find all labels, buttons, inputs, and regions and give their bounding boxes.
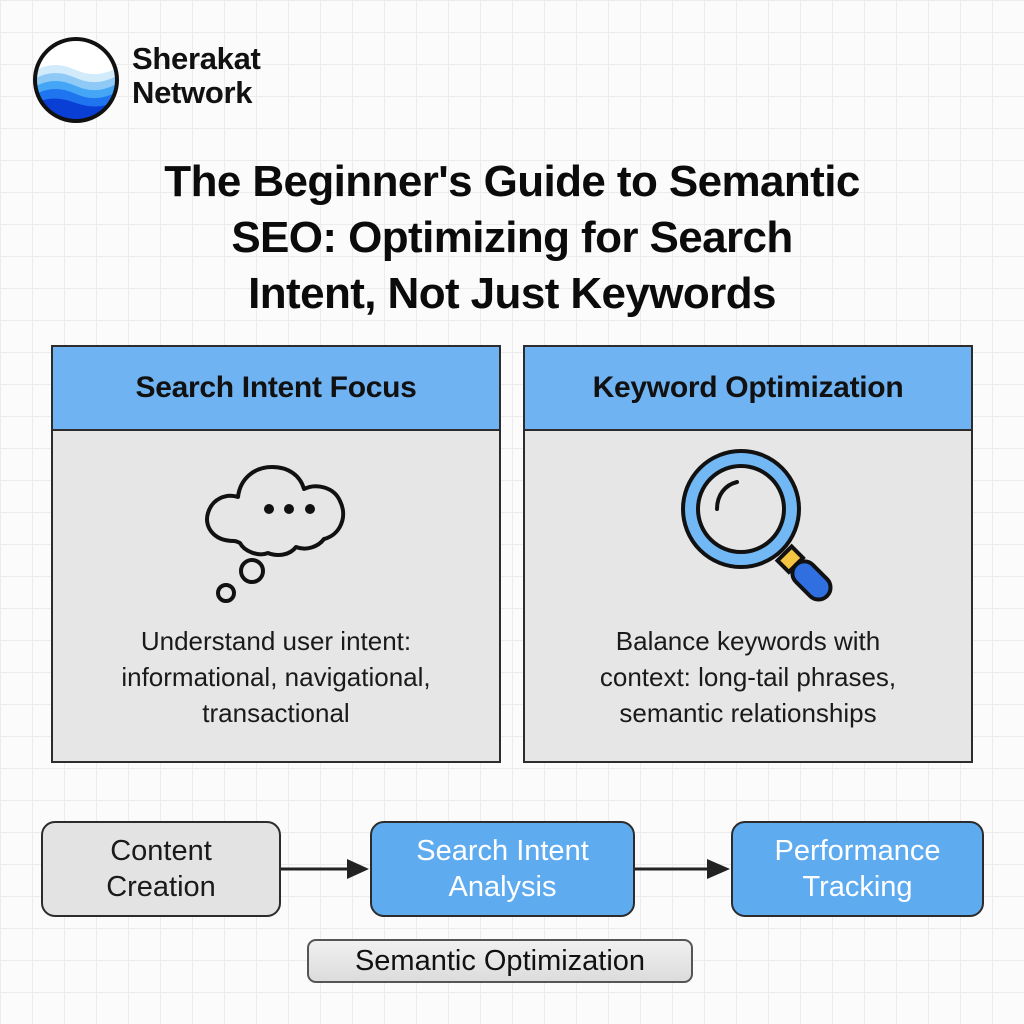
semantic-optimization-label: Semantic Optimization [307,939,693,983]
magnifying-glass-icon [673,443,843,613]
card-description-line: informational, navigational, [121,662,431,692]
flow-step-label: Analysis [448,871,557,903]
title-line3: Intent, Not Just Keywords [248,269,776,318]
flow-step-search-intent-analysis [370,821,635,917]
card-description [53,623,499,731]
card-description [525,623,971,731]
arrow-right-icon [281,857,370,881]
wave-globe-icon [32,36,120,124]
card-heading: Search Intent Focus [53,347,499,431]
brand-name [132,42,261,110]
thought-bubble-icon [194,443,364,603]
flow-step-label: Tracking [802,871,913,903]
card-description-line: Balance keywords with [615,626,881,656]
title-line2: SEO: Optimizing for Search [231,213,793,262]
title-line1: The Beginner's Guide to Semantic [164,157,860,206]
flow-step-label: Performance [774,835,941,867]
card-description-line: context: long-tail phrases, [599,662,897,692]
brand-name-line1: Sherakat [132,41,261,76]
card-heading: Keyword Optimization [525,347,971,431]
flow-step-label: Creation [106,871,216,903]
card-search-intent-focus [51,345,501,763]
brand-name-line2: Network [132,75,253,110]
card-description-line: transactional [202,698,350,728]
arrow-right-icon [635,857,731,881]
card-description-line: semantic relationships [619,698,877,728]
flow-step-content-creation [41,821,281,917]
flow-step-label: Search Intent [416,835,589,867]
card-keyword-optimization [523,345,973,763]
card-description-line: Understand user intent: [140,626,412,656]
page-title [60,154,964,322]
flow-step-label: Content [110,835,212,867]
flow-step-performance-tracking [731,821,984,917]
